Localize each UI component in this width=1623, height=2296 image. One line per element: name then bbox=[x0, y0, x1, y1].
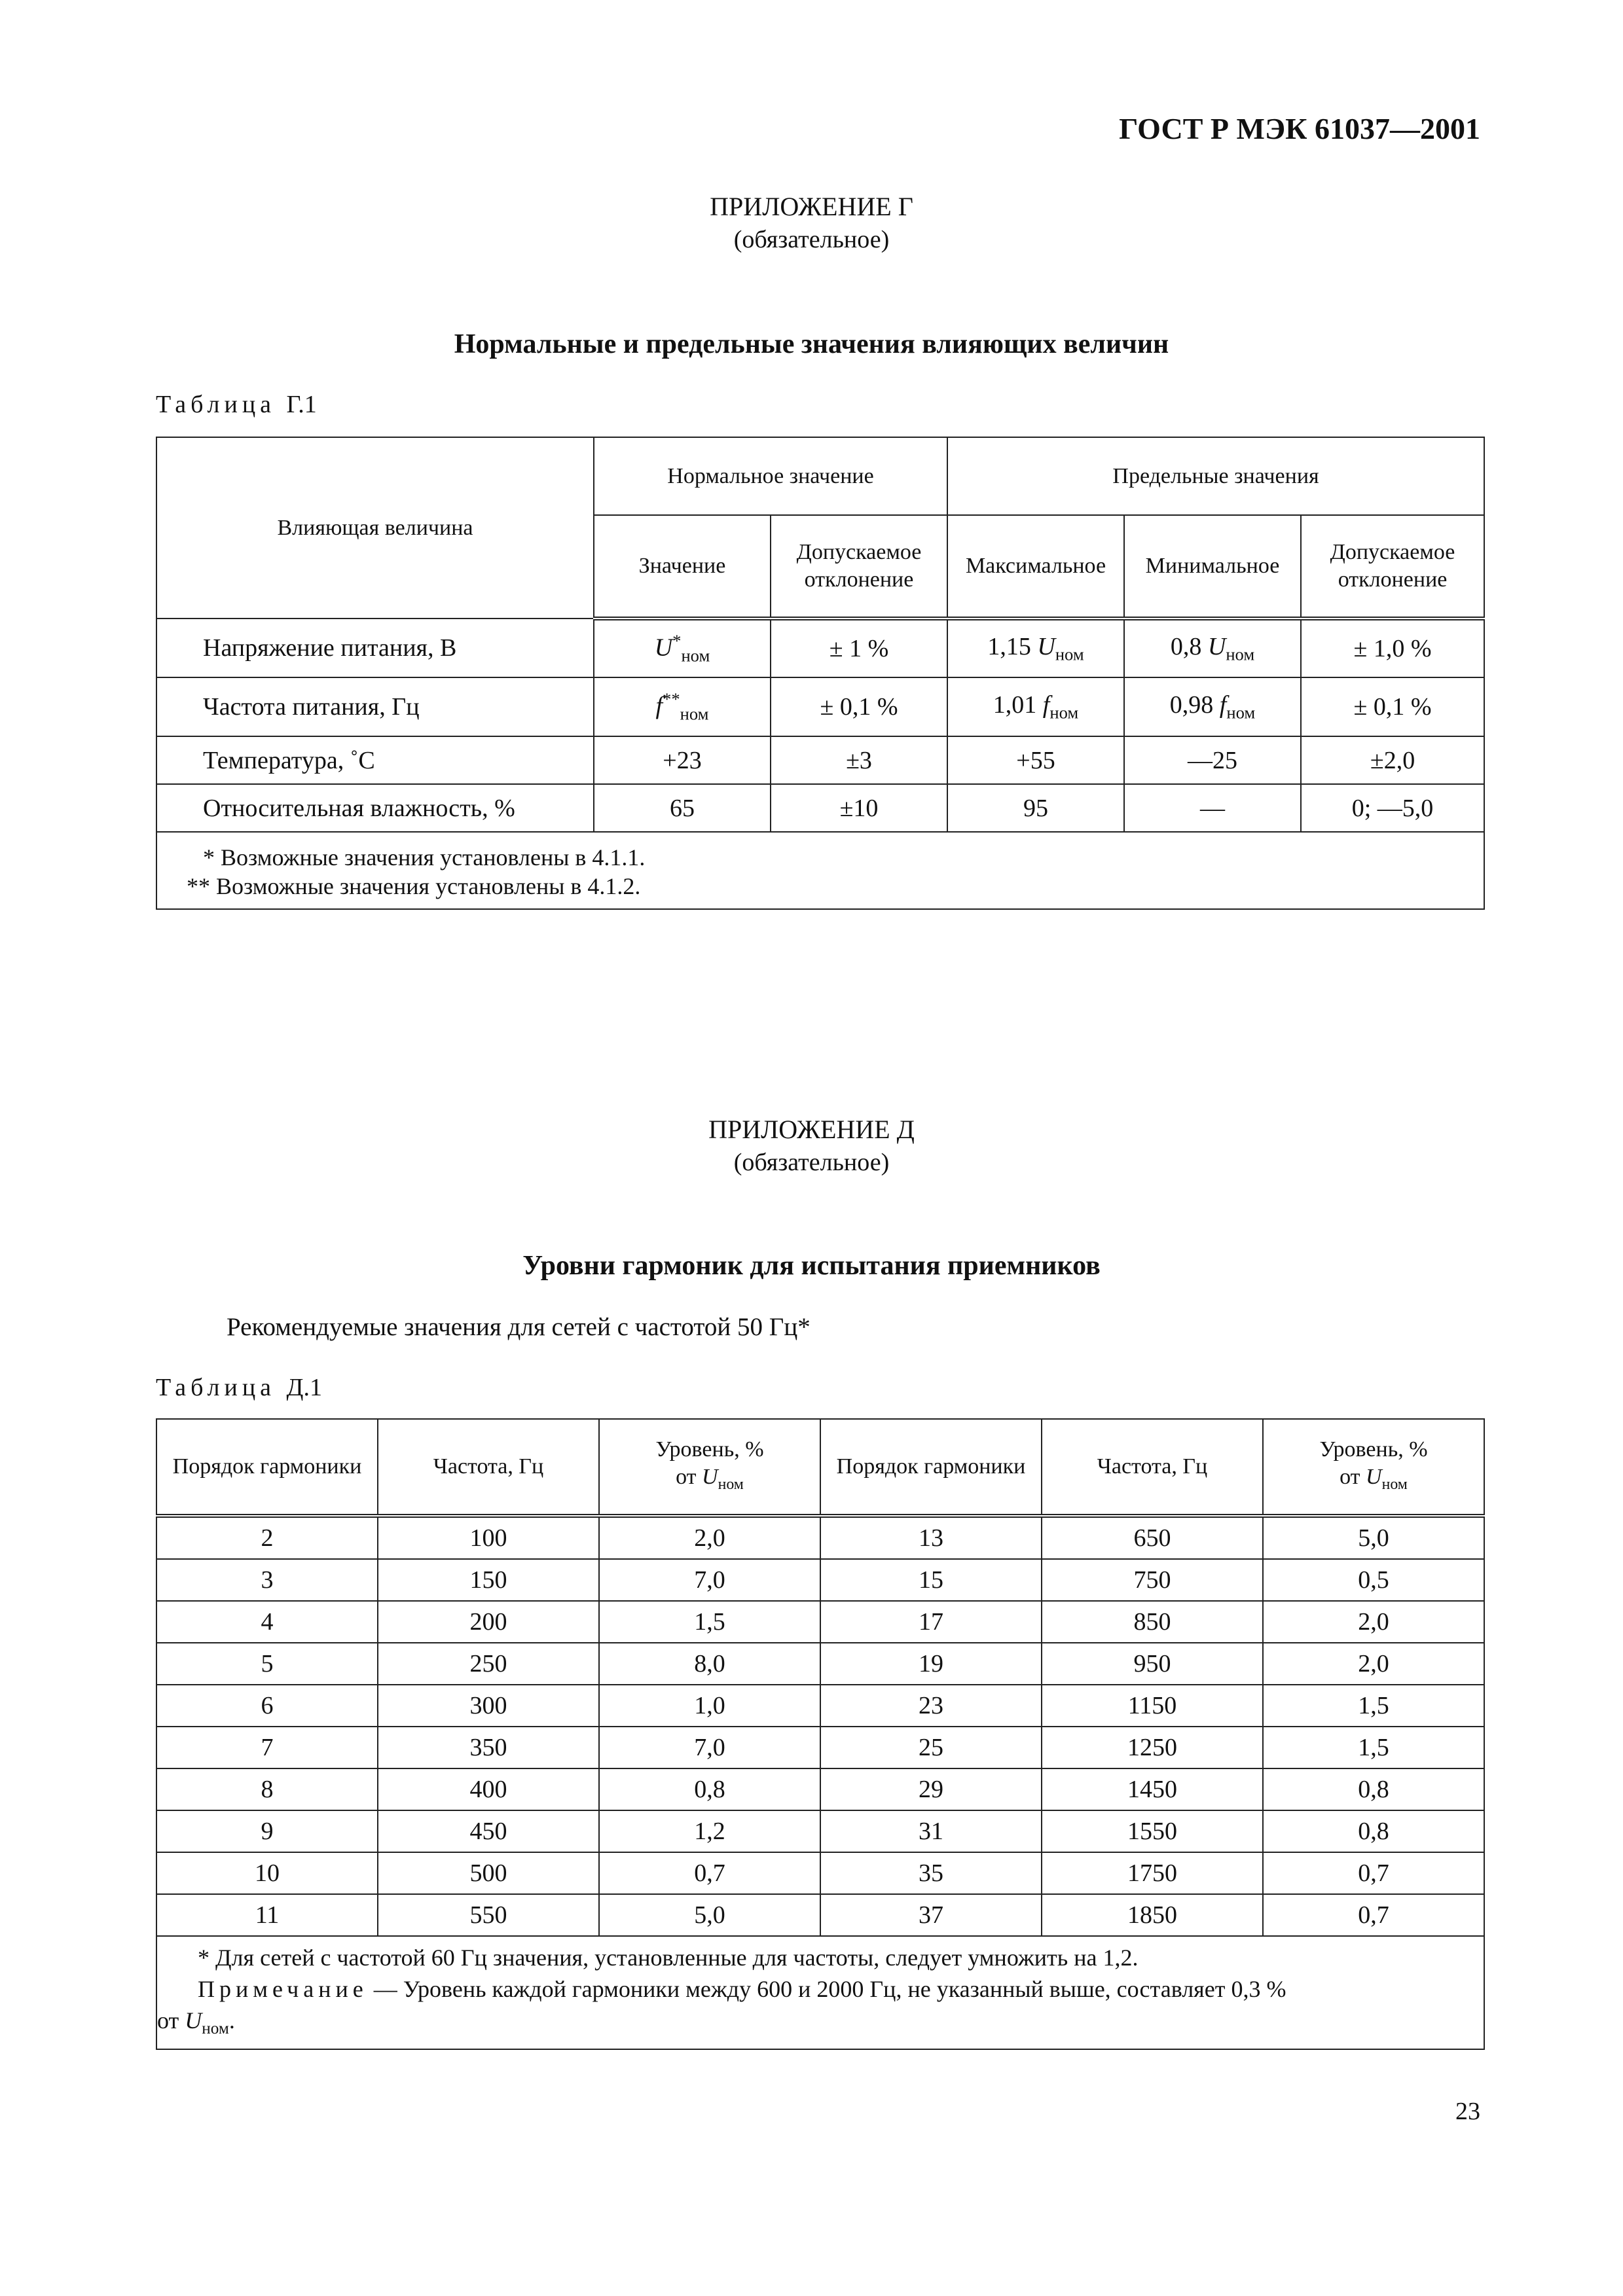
cell-order-2: 15 bbox=[820, 1559, 1042, 1601]
note bbox=[157, 1973, 1480, 2005]
cell-frequency-2: 1750 bbox=[1042, 1852, 1263, 1894]
table-caption-word: Таблица bbox=[156, 391, 276, 418]
cell-min: 0,98 $f_{ном}$ bbox=[1124, 677, 1301, 736]
header-normal-group: Нормальное значение bbox=[594, 437, 947, 515]
cell-max: +55 bbox=[947, 736, 1124, 784]
cell-level-2: 5,0 bbox=[1263, 1516, 1484, 1559]
table-d1-notes bbox=[156, 1936, 1484, 2049]
header-frequency: Частота, Гц bbox=[378, 1419, 599, 1516]
cell-frequency: 550 bbox=[378, 1894, 599, 1936]
cell-frequency: 150 bbox=[378, 1559, 599, 1601]
cell-frequency: 350 bbox=[378, 1727, 599, 1768]
cell-frequency-2: 950 bbox=[1042, 1643, 1263, 1685]
cell-value: 65 bbox=[594, 784, 771, 832]
cell-level: 7,0 bbox=[599, 1727, 820, 1768]
cell-min: — bbox=[1124, 784, 1301, 832]
appendix-d-heading: Уровни гармоник для испытания приемников bbox=[522, 1251, 1101, 1281]
footnote-1: * Возможные значения установлены в 4.1.1. bbox=[203, 844, 646, 870]
cell-max: 95 bbox=[947, 784, 1124, 832]
header-order: Порядок гармоники bbox=[156, 1419, 378, 1516]
cell-level: 1,5 bbox=[599, 1601, 820, 1643]
cell-level: 0,8 bbox=[599, 1768, 820, 1810]
cell-min: —25 bbox=[1124, 736, 1301, 784]
table-row bbox=[156, 784, 1484, 832]
header-level: Уровень, % от $U_{ном}$ bbox=[599, 1419, 820, 1516]
cell-order: 11 bbox=[156, 1894, 378, 1936]
table-caption-word: Таблица bbox=[156, 1374, 276, 1401]
cell-tolerance: ±3 bbox=[771, 736, 947, 784]
note-text: — Уровень каждой гармоники между 600 и 2000 Гц, не указанный выше, составляет 0,3 % bbox=[367, 1976, 1286, 2002]
cell-level-2: 0,7 bbox=[1263, 1894, 1484, 1936]
cell-level-2: 0,8 bbox=[1263, 1810, 1484, 1852]
cell-level-2: 0,5 bbox=[1263, 1559, 1484, 1601]
cell-level-2: 0,8 bbox=[1263, 1768, 1484, 1810]
cell-order: 10 bbox=[156, 1852, 378, 1894]
cell-value: +23 bbox=[594, 736, 771, 784]
table-d1-body bbox=[156, 1516, 1484, 1936]
cell-tolerance: ± 1 % bbox=[771, 619, 947, 677]
cell-level: 0,7 bbox=[599, 1852, 820, 1894]
cell-frequency: 100 bbox=[378, 1516, 599, 1559]
cell-frequency-2: 750 bbox=[1042, 1559, 1263, 1601]
header-value: Значение bbox=[594, 515, 771, 619]
cell-level-2: 2,0 bbox=[1263, 1643, 1484, 1685]
table-row bbox=[156, 1601, 1484, 1643]
header-order-2: Порядок гармоники bbox=[820, 1419, 1042, 1516]
cell-order: 3 bbox=[156, 1559, 378, 1601]
cell-order: 7 bbox=[156, 1727, 378, 1768]
footnote-2: ** Возможные значения установлены в 4.1.2. bbox=[187, 873, 641, 899]
table-row bbox=[156, 736, 1484, 784]
table-row bbox=[156, 619, 1484, 677]
table-g1-caption bbox=[156, 390, 317, 419]
table-row bbox=[156, 1852, 1484, 1894]
cell-order-2: 35 bbox=[820, 1852, 1042, 1894]
cell-order-2: 29 bbox=[820, 1768, 1042, 1810]
cell-order: 5 bbox=[156, 1643, 378, 1685]
header-limit-group: Предельные значения bbox=[947, 437, 1484, 515]
cell-order-2: 25 bbox=[820, 1727, 1042, 1768]
row-name: Относительная влажность, % bbox=[156, 784, 594, 832]
table-caption-number: Г.1 bbox=[286, 391, 317, 418]
table-row bbox=[156, 1894, 1484, 1936]
cell-frequency: 450 bbox=[378, 1810, 599, 1852]
cell-order: 6 bbox=[156, 1685, 378, 1727]
table-row bbox=[156, 1516, 1484, 1559]
cell-max: 1,15 $U_{ном}$ bbox=[947, 619, 1124, 677]
table-g1-footnotes bbox=[156, 832, 1484, 909]
cell-level: 2,0 bbox=[599, 1516, 820, 1559]
cell-frequency: 300 bbox=[378, 1685, 599, 1727]
page-number: 23 bbox=[1455, 2098, 1480, 2125]
cell-order-2: 37 bbox=[820, 1894, 1042, 1936]
cell-value: $U^*_{ном}$ bbox=[594, 619, 771, 677]
cell-frequency-2: 1550 bbox=[1042, 1810, 1263, 1852]
cell-tolerance-2: 0; —5,0 bbox=[1301, 784, 1484, 832]
cell-order: 8 bbox=[156, 1768, 378, 1810]
header-max: Максимальное bbox=[947, 515, 1124, 619]
header-frequency-2: Частота, Гц bbox=[1042, 1419, 1263, 1516]
cell-max: 1,01 $f_{ном}$ bbox=[947, 677, 1124, 736]
cell-level: 1,0 bbox=[599, 1685, 820, 1727]
table-caption-number: Д.1 bbox=[286, 1374, 322, 1401]
cell-tolerance: ± 0,1 % bbox=[771, 677, 947, 736]
cell-frequency: 250 bbox=[378, 1643, 599, 1685]
cell-order-2: 31 bbox=[820, 1810, 1042, 1852]
cell-frequency-2: 1850 bbox=[1042, 1894, 1263, 1936]
table-d1-caption bbox=[156, 1373, 322, 1402]
cell-frequency-2: 1250 bbox=[1042, 1727, 1263, 1768]
cell-order: 4 bbox=[156, 1601, 378, 1643]
appendix-d-title: ПРИЛОЖЕНИЕ Д bbox=[708, 1115, 915, 1144]
header-level-2: Уровень, % от $U_{ном}$ bbox=[1263, 1419, 1484, 1516]
cell-value: $f^{**}_{ном}$ bbox=[594, 677, 771, 736]
cell-order-2: 19 bbox=[820, 1643, 1042, 1685]
cell-order-2: 17 bbox=[820, 1601, 1042, 1643]
table-row bbox=[156, 1559, 1484, 1601]
row-name: Напряжение питания, В bbox=[156, 619, 594, 677]
cell-level-2: 0,7 bbox=[1263, 1852, 1484, 1894]
header-min: Минимальное bbox=[1124, 515, 1301, 619]
row-name: Частота питания, Гц bbox=[156, 677, 594, 736]
cell-tolerance-2: ± 1,0 % bbox=[1301, 619, 1484, 677]
table-row bbox=[156, 1685, 1484, 1727]
table-row bbox=[156, 1768, 1484, 1810]
cell-level: 1,2 bbox=[599, 1810, 820, 1852]
cell-tolerance-2: ± 0,1 % bbox=[1301, 677, 1484, 736]
cell-frequency-2: 650 bbox=[1042, 1516, 1263, 1559]
appendix-d-intro: Рекомендуемые значения для сетей с частотой 50 Гц* bbox=[227, 1313, 811, 1341]
cell-tolerance: ±10 bbox=[771, 784, 947, 832]
cell-frequency: 400 bbox=[378, 1768, 599, 1810]
cell-frequency: 500 bbox=[378, 1852, 599, 1894]
cell-order-2: 23 bbox=[820, 1685, 1042, 1727]
table-row bbox=[156, 1810, 1484, 1852]
note-end: от $U_{ном}$. bbox=[157, 2007, 235, 2038]
header-tolerance: Допускаемое отклонение bbox=[771, 515, 947, 619]
cell-frequency: 200 bbox=[378, 1601, 599, 1643]
cell-level-2: 1,5 bbox=[1263, 1685, 1484, 1727]
row-name: Температура, ˚С bbox=[156, 736, 594, 784]
appendix-d-status: (обязательное) bbox=[733, 1149, 890, 1176]
cell-order-2: 13 bbox=[820, 1516, 1042, 1559]
cell-level-2: 1,5 bbox=[1263, 1727, 1484, 1768]
header-quantity: Влияющая величина bbox=[156, 437, 594, 619]
appendix-g-title: ПРИЛОЖЕНИЕ Г bbox=[710, 192, 913, 221]
table-g1 bbox=[156, 437, 1485, 910]
appendix-g-heading: Нормальные и предельные значения влияющих величин bbox=[454, 329, 1169, 359]
cell-tolerance-2: ±2,0 bbox=[1301, 736, 1484, 784]
table-d1 bbox=[156, 1418, 1485, 2050]
footnote: * Для сетей с частотой 60 Гц значения, установленные для частоты, следует умножить на 1,2. bbox=[198, 1945, 1139, 1971]
cell-level: 5,0 bbox=[599, 1894, 820, 1936]
table-row bbox=[156, 1643, 1484, 1685]
document-code: ГОСТ Р МЭК 61037—2001 bbox=[1119, 112, 1480, 145]
table-row bbox=[156, 677, 1484, 736]
header-tolerance-2: Допускаемое отклонение bbox=[1301, 515, 1484, 619]
cell-order: 9 bbox=[156, 1810, 378, 1852]
cell-frequency-2: 1450 bbox=[1042, 1768, 1263, 1810]
table-row bbox=[156, 1727, 1484, 1768]
cell-frequency-2: 1150 bbox=[1042, 1685, 1263, 1727]
note-label: Примечание bbox=[198, 1976, 368, 2002]
cell-level-2: 2,0 bbox=[1263, 1601, 1484, 1643]
cell-level: 7,0 bbox=[599, 1559, 820, 1601]
cell-order: 2 bbox=[156, 1516, 378, 1559]
cell-level: 8,0 bbox=[599, 1643, 820, 1685]
appendix-g-status: (обязательное) bbox=[733, 226, 890, 253]
cell-min: 0,8 $U_{ном}$ bbox=[1124, 619, 1301, 677]
cell-frequency-2: 850 bbox=[1042, 1601, 1263, 1643]
